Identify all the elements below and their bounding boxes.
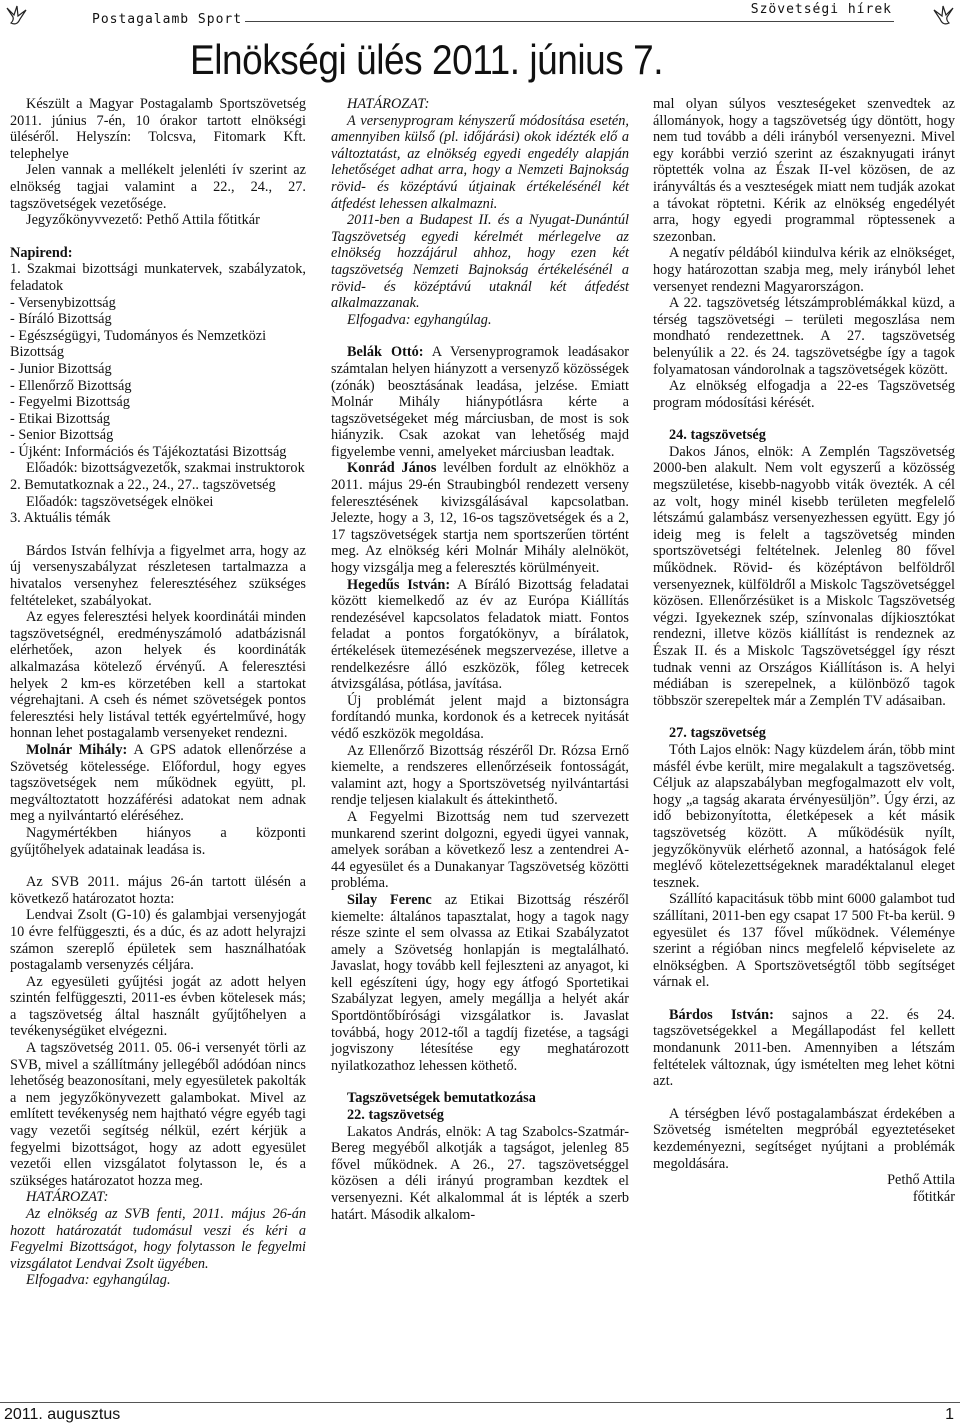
paragraph bbox=[10, 742, 306, 825]
speaker-name: Molnár Mihály: bbox=[26, 741, 128, 758]
paragraph bbox=[331, 577, 629, 693]
paragraph: Az elnökség elfogadja a 22-es Tagszövetség program módosítási kérését. bbox=[653, 378, 955, 411]
resolution-accepted: Elfogadva: egyhangúlag. bbox=[347, 311, 492, 328]
paragraph: A térségben lévő postagalambászat érdekében a Szövetség ismételten megpróbál egyeztetéseket kezdeményezni, segítséget nyújtani a problémák megoldására. bbox=[653, 1105, 955, 1172]
column-1 bbox=[10, 96, 306, 1289]
agenda-item-3: 3. Aktuális témák bbox=[10, 510, 111, 527]
paragraph: Az egyesületi gyűjtési jogát az adott helyen szintén felfüggeszti, 2011-es évben kötelesek más; a tagszövetség által használt gyűjtőhelyen a tevékenységüket elvégezni. bbox=[10, 973, 306, 1040]
signature-name: Pethő Attila bbox=[887, 1172, 955, 1189]
agenda-heading: Napirend: bbox=[10, 244, 73, 261]
attendance-paragraph: Jelen vannak a mellékelt jelenléti ív szerint az elnökség tagjai valamint a 22., 24., 27. tagszövetségek vezetősége. bbox=[10, 162, 306, 212]
column-3 bbox=[653, 96, 955, 1205]
dove-logo-icon bbox=[4, 2, 30, 28]
paragraph: Az Ellenőrző Bizottság részéről Dr. Rózsa Ernő kiemelte, a rendszeres ellenőrzéseik fontosságát, valamint azt, hogy a Sportszövetség nyilvántartási rendje teljesen kialakult és áttekinthető. bbox=[331, 742, 629, 809]
intro-paragraph: Készült a Magyar Postagalamb Sportszövetség 2011. június 7-én, 10 órakor tartott elnökségi üléséről. Helyszín: Tolcsva, Fitomark Kft. telephelye bbox=[10, 96, 306, 162]
agenda-subitem: - Fegyelmi Bizottság bbox=[10, 394, 130, 411]
speaker-name: Belák Ottó: bbox=[347, 344, 424, 361]
paragraph: A Fegyelmi Bizottság nem tud szervezett munkarend szerint dolgozni, egyedi ügyei vannak, amelyek sorában a következő lesz a zentendrei A-44 egyesület és a Dunakanyar Tagszövetség közötti probléma. bbox=[331, 808, 629, 892]
page-header bbox=[0, 0, 960, 34]
agenda-subitem: - Ellenőrző Bizottság bbox=[10, 377, 132, 394]
subsection-heading: 22. tagszövetség bbox=[347, 1107, 444, 1124]
paragraph: Az SVB 2011. május 26-án tartott ülésén a következő határozatot hozta: bbox=[10, 874, 306, 907]
paragraph: Lakatos András, elnök: A tag Szabolcs-Szatmár-Bereg megyéből alkotják a tagságot, jelenleg 85 fővel működnek. A 26., 27. tagszövetséggel közösen a déli irányú programban kezdtek el versenyezni. Két alkalommal át is lépték a szerb határt. Második alkalom- bbox=[331, 1123, 629, 1223]
paragraph: Tóth Lajos elnök: Nagy küzdelem árán, több mint másfél évbe került, mire megalakult a tagszövetség. Céljuk az alapszabályban megfogalmazott elv volt, hogy „a tagság akarata érvényesüljön”. Úgy érzi, az idő bebizonyította, életképesek a két másik tagszövetség között. A működésük nyílt, jegyzőkönyvük elérhető azonnal, a hatóságok felé meglévő kötelezettségeknek maradéktalanul eleget tesznek. bbox=[653, 741, 955, 891]
recorder-line: Jegyzőkönyvvezető: Pethő Attila főtitkár bbox=[26, 212, 260, 229]
paragraph: Szállító kapacitásuk több mint 6000 galambot tud szállítani, 2011-ben egy csapat 17 500 Ft-ba kerül. 9 egyesület és 137 fővel működnek. Véleménye szerint a régióban nincs megfelelő képviselete az elnökségben. A Sportszövetségtől több segítséget várnak el. bbox=[653, 891, 955, 991]
agenda-item-1: 1. Szakmai bizottsági munkatervek, szabályzatok, feladatok bbox=[10, 261, 306, 294]
speaker-name: Hegedűs István: bbox=[347, 576, 451, 593]
paragraph bbox=[653, 1007, 955, 1090]
paragraph: Nagymértékben hiányos a központi gyűjtőhelyek adatainak leadása is. bbox=[10, 824, 306, 858]
page-footer bbox=[0, 1402, 960, 1423]
paragraph-text: A GPS adatok ellenőrzése a Szövetség kötelessége. Előfordul, hogy egyes tagszövetségek nem működnek együtt, pl. megváltoztatott hozzáférési adatokat nem adnak meg a nyilvántartó eléréséhez. bbox=[10, 741, 307, 825]
agenda-item-2-presenters: Előadók: tagszövetségek elnökei bbox=[26, 493, 214, 510]
agenda-subitem: - Junior Bizottság bbox=[10, 360, 112, 377]
paragraph: Az egyes feleresztési helyek koordinátái minden tagszövetségnél, eredményszámoló adatbázisnál elérhetőek, azon helyek és koordináták alkalmazása kötelező érvényű. A feleresztési helyek 2 km-es körzetében kell a startokat végrehajtani. A cseh és német szövetségek pontos feleresztési hely listával tették egyértelművé, hogy honnan lehet postagalamb versenyeket rendezni. bbox=[10, 609, 306, 742]
section-heading: Tagszövetségek bemutatkozása bbox=[347, 1090, 536, 1107]
resolution-text: 2011-ben a Budapest II. és a Nyugat-Dunántúl Tagszövetség egyedi kérelmét mérlegelve az elnökség hozzájárul ahhoz, hogy ezen két tagszövetség Nemzeti Bajnokság értékelésénél a rövid- és középtávú utaknál két átfedést alkalmazzanak. bbox=[331, 212, 629, 312]
paragraph-text: A Bíráló Bizottság feladatai között kiemelkedő az év az Európa Kiállítás rendezésével kapcsolatos feladatok miatt. Fontos feladat a pontos forgatókönyv, a bírálatok, értékelések ütemezésének megszervezése, illetve a rendelkezésre álló eszközök, főleg ketrecek átvizsgálása, pótlása, javítása. bbox=[331, 576, 629, 693]
paragraph: mal olyan súlyos veszteségeket szenvedtek az állományok, hogy a tagszövetség úgy döntött, hogy nem tud tovább a déli irányból versenyezni. Mivel egy korábbi verzió szerint az északnyugati irányt röptették volna az Észak II-vel közösen, de az irányváltás és a veszteségek miatt nem tudják azokat a távokat röptetni. Kérik az elnökség engedélyét arra, hogy egyedi programmal röptessenek a szezonban. bbox=[653, 96, 955, 245]
paragraph-text: az Etikai Bizottság részéről kiemelte: általános tapasztalat, hogy a tagok nagy része szinte el sem olvassa az Etikai Szabályzatot amely a Szövetség honlapján is megtalálható. Javaslat, hogy tovább kell fejleszteni az anyagot, ki kell egészíteni úgy, hogy egy átfogó Sportetikai Szabályzat legyen, amely megállja a helyét akár Sportdöntőbírósági vizsgálatkor is. Javaslat továbbá, hogy 2012-től a tagdíj fizetése, a tagsági jogviszony létesítése egy meghatározott nyilatkozathoz lehessen köthető. bbox=[331, 891, 630, 1074]
agenda-subitem: - Egészségügyi, Tudományos és Nemzetközi Bizottság bbox=[10, 327, 267, 361]
paragraph: A tagszövetség 2011. 05. 06-i versenyét törli az SVB, mivel a szállítmány jellegéből adódóan nincs lehetőség beazonosítani, mely egyesületek pakolták a nem jegyzőkönyvezett galambokat. Mivel az említett tevékenység nem hajtható végre egyéb tagi vagy vezetői segítség nélkül, ezért kérjük a fegyelmi bizottságot, hogy az adott egyesület vezetői ellen vizsgálatot folytasson le, és a szükséges határozatot hozza meg. bbox=[10, 1040, 306, 1189]
subsection-heading: 24. tagszövetség bbox=[669, 427, 766, 444]
header-section-right: Szövetségi hírek bbox=[750, 2, 892, 17]
speaker-name: Konrád János bbox=[347, 460, 437, 477]
paragraph-text: sajnos a 22. és 24. tagszövetségekkel a Megállapodást fel kellett mondanunk 2011-ben. Amennyiben a létszám feltételek változnak, úgy ismételten meg lehet kötni azt. bbox=[653, 1006, 955, 1090]
resolution-heading: HATÁROZAT: bbox=[347, 96, 430, 112]
signature-title: főtitkár bbox=[912, 1188, 955, 1205]
paragraph-text: A Versenyprogramok leadásakor számtalan helyen hiányzott a versenyző közösségek (zónák) beosztásának leadása, jelzése. Emiatt Molnár Mihály hiánypótlásra kérte a tagszövetségeket még márciusban, de most is sok hiányzik. Csak azokat van lehetőség majd figyelembe venni, amelyeket márciusban leadtak. bbox=[331, 344, 629, 460]
agenda-item-2: 2. Bemutatkoznak a 22., 24., 27.. tagszövetség bbox=[10, 477, 276, 494]
paragraph: Lendvai Zsolt (G-10) és galambjai versenyjogát 10 évre felfüggeszti, és a dúc, és az adott helyrajzi számon szereplő épületek sem használhatóak postagalamb versenyzés céljára. bbox=[10, 907, 306, 974]
paragraph: A negatív példából kiindulva kérik az elnökséget, hogy határozottan szabja meg, mely irányból lehet versenyet rendezni Magyarországon. bbox=[653, 245, 955, 295]
agenda-subitem: - Senior Bizottság bbox=[10, 427, 114, 444]
column-2 bbox=[331, 96, 629, 1223]
issue-date: 2011. augusztus bbox=[4, 1406, 121, 1423]
speaker-name: Bárdos István: bbox=[669, 1006, 774, 1023]
agenda-presenters: Előadók: bizottságvezetők, szakmai instruktorok bbox=[26, 460, 305, 477]
agenda-subitem: - Etikai Bizottság bbox=[10, 410, 111, 427]
dove-logo-icon bbox=[930, 2, 956, 28]
resolution-text: A versenyprogram kényszerű módosítása esetén, amennyiben külső (pl. időjárási) okok idézték elő a változtatást, az elnökség egyedi engedély alapján lehetőséget adhat arra, hogy a Nemzeti Bajnokság rövid- és középtávú útjainak értékelésénél két átfedést lehessen alkalmazni. bbox=[331, 112, 629, 212]
paragraph bbox=[331, 460, 629, 576]
agenda-subitem: - Versenybizottság bbox=[10, 294, 116, 311]
paragraph: Dakos János, elnök: A Zemplén Tagszövetség 2000-ben alakult. Nem volt egyszerű a közösség megszületése, kisebb-nagyobb viták övezték. A cél az volt, hogy minél kisebb területen megfelelő létszámú galambász versenyezhessen együtt. Egy jó ideig meg is felelt a tagszövetség minden sportszövetségi feltételnek. Jelenleg 80 fővel működnek. Rövid- és középtávon belföldről versenyeznek, külföldről a Miskolc Tagszövetséggel közösen. Ellenőrzésüket is a Miskolc Tagszövetség végzi. Igyekeznek szép, színvonalas díjkiosztókat rendezni, illetve közös kiállítást is rendeznek az Észak II. és a Miskolc Tagszövetséggel így részt tudnak venni az Országos Kiállításon is. A helyi médiában is szerepelnek, a különböző tagok többször szerepeltek már a Zemplén TV adásaiban. bbox=[653, 443, 955, 709]
header-rule bbox=[245, 21, 894, 22]
paragraph: Bárdos István felhívja a figyelmet arra, hogy az új versenyszabályzat részletesen tartalmazza a hivatalos versenyhez feleresztéséhez szükséges feltételeket, szabályokat. bbox=[10, 542, 306, 609]
page-number: 1 bbox=[945, 1406, 954, 1423]
agenda-subitem: - Újként: Információs és Tájékoztatási Bizottság bbox=[10, 443, 287, 460]
paragraph bbox=[331, 344, 629, 460]
header-section-left: Postagalamb Sport bbox=[92, 12, 243, 27]
paragraph bbox=[331, 892, 629, 1075]
paragraph: Új problémát jelent majd a biztonságra fordítandó munka, kordonok és a ketrecek nyitását védő eszközök megoldása. bbox=[331, 692, 629, 742]
paragraph: A 22. tagszövetség létszámproblémákkal küzd, a térség tagszövetségi – területi megoszlása nem mondható rendezettnek. A 27. tagszövetség belenyúlik a 22. és 24. tagszövetségbe így a tagok folyamatosan vándorolnak a tagszövetségek között. bbox=[653, 295, 955, 378]
agenda-subitem: - Bíráló Bizottság bbox=[10, 311, 112, 328]
speaker-name: Silay Ferenc bbox=[347, 891, 432, 908]
resolution-text: Az elnökség az SVB fenti, 2011. május 26-án hozott határozatát tudomásul veszi és kéri a Fegyelmi Bizottságot, hogy folytasson le fegyelmi vizsgálatot Lendvai Zsolt ügyében. bbox=[10, 1206, 306, 1272]
resolution-heading: HATÁROZAT: bbox=[26, 1189, 109, 1206]
subsection-heading: 27. tagszövetség bbox=[669, 725, 766, 742]
article-title: Elnökségi ülés 2011. június 7. bbox=[190, 36, 664, 83]
resolution-accepted: Elfogadva: egyhangúlag. bbox=[26, 1272, 171, 1289]
paragraph-text: levélben fordult az elnökhöz a 2011. május 29-én Straubingból rendezett verseny feleresztésének kivizsgálásával kapcsolatban. Jelezte, hogy a 3, 12, 16-os tagszövetségek és a 2, 17 tagszövetségek startja nem sportszerűen történt meg. Az elnökség kéri Molnár Mihály alelnököt, hogy vizsgálja meg a feleresztés körülményeit. bbox=[331, 460, 629, 577]
